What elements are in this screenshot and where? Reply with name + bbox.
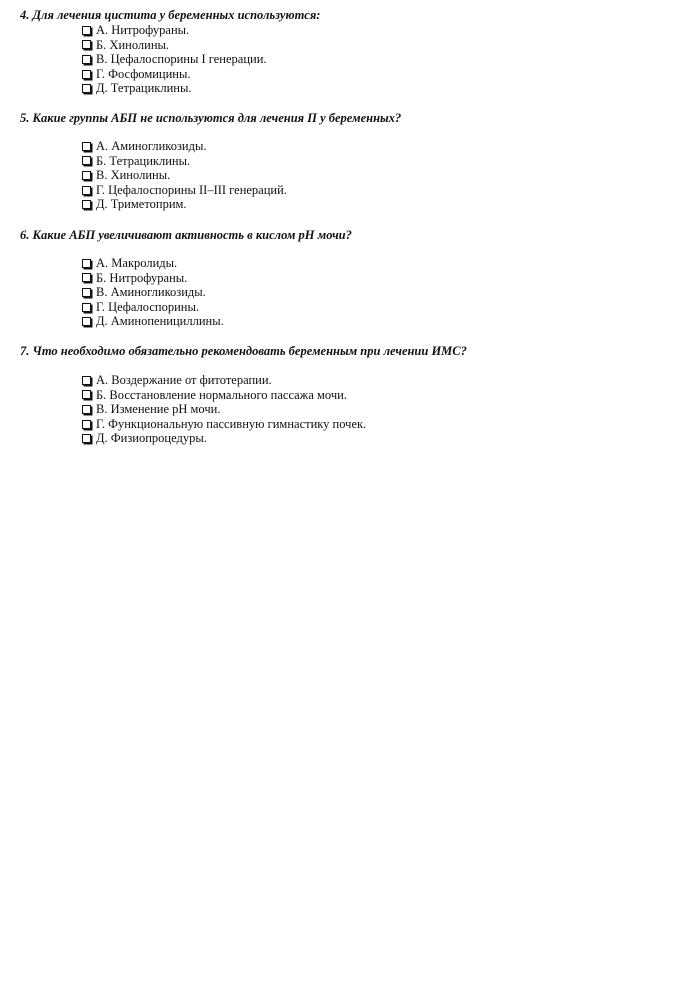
answer-option[interactable] (82, 417, 366, 432)
checkbox-icon[interactable] (82, 171, 91, 180)
option-label: Г. Цефалоспорины II–III генераций. (96, 182, 287, 197)
option-label: Б. Тетрациклины. (96, 153, 191, 168)
answer-options (82, 256, 224, 329)
answer-option[interactable] (82, 52, 267, 67)
answer-option[interactable] (82, 67, 267, 82)
question-title: 4. Для лечения цистита у беременных используются: (20, 8, 321, 22)
answer-option[interactable] (82, 23, 267, 38)
option-label: В. Изменение pH мочи. (96, 402, 221, 417)
option-label: Д. Триметоприм. (96, 197, 187, 212)
checkbox-icon[interactable] (82, 420, 91, 429)
answer-option[interactable] (82, 154, 287, 169)
answer-option[interactable] (82, 197, 287, 212)
option-label: Д. Тетрациклины. (96, 81, 192, 96)
answer-option[interactable] (82, 314, 224, 329)
question-5 (20, 111, 680, 212)
answer-option[interactable] (82, 256, 224, 271)
answer-option[interactable] (82, 139, 287, 154)
checkbox-icon[interactable] (82, 259, 91, 268)
checkbox-icon[interactable] (82, 142, 91, 151)
option-label: В. Хинолины. (96, 168, 171, 183)
checkbox-icon[interactable] (82, 200, 91, 209)
checkbox-icon[interactable] (82, 55, 91, 64)
option-label: Б. Восстановление нормального пассажа мочи. (96, 387, 347, 402)
checkbox-icon[interactable] (82, 288, 91, 297)
option-label: В. Аминогликозиды. (96, 285, 206, 300)
checkbox-icon[interactable] (82, 70, 91, 79)
checkbox-icon[interactable] (82, 376, 91, 385)
checkbox-icon[interactable] (82, 303, 91, 312)
answer-option[interactable] (82, 38, 267, 53)
checkbox-icon[interactable] (82, 186, 91, 195)
answer-option[interactable] (82, 300, 224, 315)
question-7 (20, 344, 680, 446)
checkbox-icon[interactable] (82, 26, 91, 35)
question-4 (20, 8, 680, 96)
option-label: Г. Цефалоспорины. (96, 299, 199, 314)
checkbox-icon[interactable] (82, 390, 91, 399)
option-label: А. Макролиды. (96, 256, 178, 270)
option-label: В. Цефалоспорины I генерации. (96, 52, 267, 67)
option-label: Д. Физиопроцедуры. (96, 431, 207, 446)
question-title: 6. Какие АБП увеличивают активность в кислом pH мочи? (20, 228, 352, 242)
checkbox-icon[interactable] (82, 434, 91, 443)
question-title: 5. Какие группы АБП не используются для лечения П у беременных? (20, 111, 402, 125)
answer-option[interactable] (82, 388, 366, 403)
answer-options (82, 23, 267, 96)
checkbox-icon[interactable] (82, 405, 91, 414)
option-label: А. Нитрофураны. (96, 23, 190, 37)
answer-options (82, 373, 366, 446)
answer-option[interactable] (82, 271, 224, 286)
checkbox-icon[interactable] (82, 273, 91, 282)
checkbox-icon[interactable] (82, 317, 91, 326)
answer-option[interactable] (82, 431, 366, 446)
option-label: Д. Аминопенициллины. (96, 314, 224, 329)
answer-option[interactable] (82, 402, 366, 417)
answer-option[interactable] (82, 168, 287, 183)
option-label: Г. Фосфомицины. (96, 66, 191, 81)
option-label: А. Воздержание от фитотерапии. (96, 373, 272, 387)
answer-options (82, 139, 287, 212)
question-title: 7. Что необходимо обязательно рекомендовать беременным при лечении ИМС? (20, 344, 467, 358)
answer-option[interactable] (82, 373, 366, 388)
answer-option[interactable] (82, 81, 267, 96)
answer-option[interactable] (82, 285, 224, 300)
option-label: Б. Хинолины. (96, 37, 170, 52)
option-label: Г. Функциональную пассивную гимнастику почек. (96, 416, 367, 431)
option-label: Б. Нитрофураны. (96, 270, 188, 285)
option-label: А. Аминогликозиды. (96, 139, 207, 153)
checkbox-icon[interactable] (82, 84, 91, 93)
checkbox-icon[interactable] (82, 40, 91, 49)
answer-option[interactable] (82, 183, 287, 198)
checkbox-icon[interactable] (82, 156, 91, 165)
question-6 (20, 228, 680, 329)
